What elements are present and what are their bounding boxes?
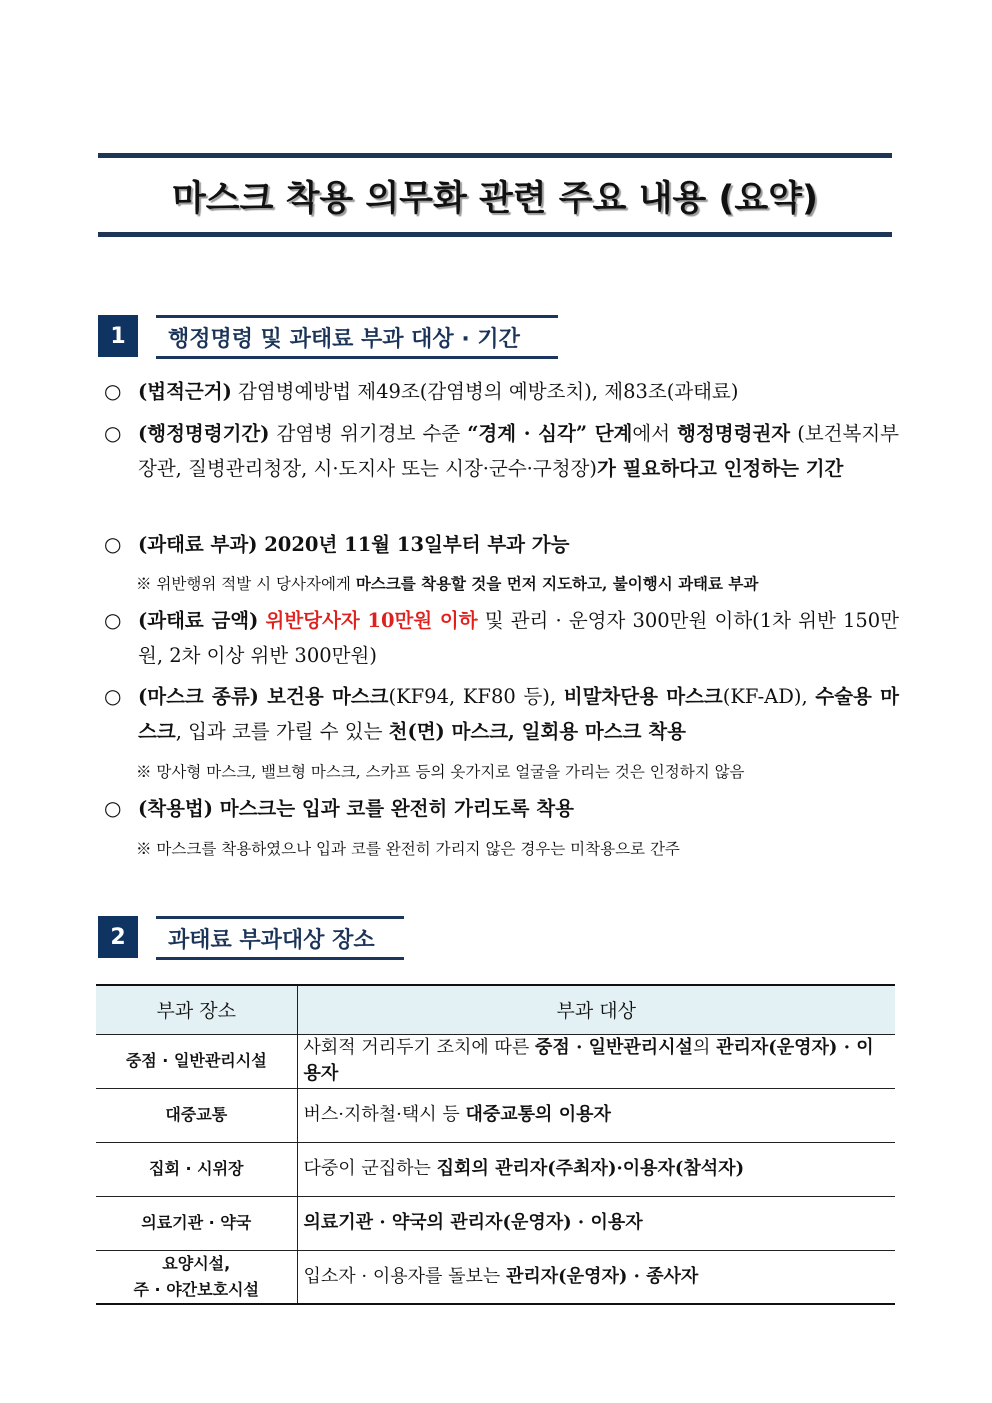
target-text: 버스·지하철·택시 등 — [303, 1104, 466, 1125]
target-text: 의 — [692, 1037, 717, 1058]
circle-bullet-icon: ○ — [104, 421, 122, 445]
bullet-text: (보건복지부장관, 질병관리청장, 시·도지사 또는 시장·군수·구청장) — [138, 422, 899, 480]
place-line: 주 · 야간보호시설 — [133, 1279, 259, 1299]
bullet-text: 에서 — [632, 422, 678, 445]
bullet-label: (과태료 부과) — [138, 533, 258, 556]
table-row — [96, 1142, 895, 1196]
bullet-emphasis: 천(면) 마스크, 일회용 마스크 착용 — [388, 720, 686, 743]
target-cell — [297, 1142, 895, 1196]
bullet-text: 감염병 위기경보 수준 — [269, 422, 468, 445]
bullet-text: 2020년 11월 13일부터 부과 가능 — [257, 533, 570, 556]
fine-locations-table — [96, 984, 895, 1305]
circle-bullet-icon: ○ — [104, 532, 122, 556]
title-rule-bottom — [98, 232, 892, 237]
table-row — [96, 1088, 895, 1142]
note-emphasis: 마스크를 착용할 것을 먼저 지도하고, 불이행시 과태료 부과 — [355, 574, 759, 593]
bullet-emphasis: “경계 · 심각” 단계 — [467, 422, 633, 445]
document-title-block — [98, 153, 892, 237]
target-text: 입소자 · 이용자를 돌보는 — [303, 1265, 506, 1287]
note-text: ※ 위반행위 적발 시 당사자에게 — [136, 575, 356, 593]
section-title: 행정명령 및 과태료 부과 대상 · 기간 — [156, 315, 558, 359]
bullet-emphasis: 가 필요하다고 인정하는 기간 — [596, 457, 844, 480]
target-cell — [297, 1088, 895, 1142]
bullet-order-period — [104, 416, 899, 486]
bullet-emphasis: 보건용 마스크 — [258, 685, 389, 708]
circle-bullet-icon: ○ — [104, 608, 122, 632]
section-number-badge: 2 — [98, 916, 138, 958]
bullet-label: (마스크 종류) — [138, 685, 259, 708]
bullet-text: , 입과 코를 가릴 수 있는 — [175, 720, 389, 743]
target-cell — [297, 1196, 895, 1250]
section-2-heading — [98, 916, 406, 962]
place-cell: 집회 · 시위장 — [96, 1142, 297, 1196]
bullet-legal-basis — [104, 374, 899, 409]
note-fine-guidance — [136, 572, 896, 596]
place-cell: 중점 · 일반관리시설 — [96, 1034, 297, 1088]
column-header-place: 부과 장소 — [96, 985, 297, 1034]
bullet-text: (KF94, KF80 등), — [388, 685, 564, 708]
bullet-label: (과태료 금액) — [138, 609, 259, 632]
bullet-fine-amount — [104, 603, 899, 673]
target-emphasis: 중점 · 일반관리시설 — [535, 1037, 693, 1058]
note-mask-exclusions: ※ 망사형 마스크, 밸브형 마스크, 스카프 등의 옷가지로 얼굴을 가리는 것은 인정하지 않음 — [136, 763, 745, 781]
place-cell: 대중교통 — [96, 1088, 297, 1142]
section-number-badge: 1 — [98, 315, 138, 357]
bullet-fine-start — [104, 527, 899, 562]
column-header-target: 부과 대상 — [297, 985, 895, 1034]
bullet-label: (법적근거) — [138, 380, 232, 403]
title-rule-top — [98, 153, 892, 158]
target-emphasis: 의료기관 · 약국의 관리자(운영자) · 이용자 — [303, 1212, 643, 1233]
document-title: 마스크 착용 의무화 관련 주요 내용 (요약) — [171, 179, 819, 219]
bullet-text: 및 관리 · 운영자 300만원 이하(1차 위반 150만원, 2차 이상 위반 300만원) — [138, 609, 899, 667]
table-row — [96, 1196, 895, 1250]
target-emphasis: 대중교통의 이용자 — [465, 1104, 611, 1125]
bullet-emphasis: 행정명령권자 — [677, 422, 791, 445]
bullet-how-to-wear — [104, 791, 899, 826]
bullet-label: (착용법) — [138, 797, 213, 820]
bullet-text: 감염병예방법 제49조(감염병의 예방조치), 제83조(과태료) — [231, 380, 739, 403]
place-line: 요양시설, — [162, 1253, 231, 1273]
place-cell: 의료기관 · 약국 — [96, 1196, 297, 1250]
bullet-text: (KF-AD), — [722, 685, 816, 708]
bullet-text: 마스크는 입과 코를 완전히 가리도록 착용 — [212, 797, 574, 820]
bullet-emphasis: 비말차단용 마스크 — [563, 685, 723, 708]
table-header-row — [96, 985, 895, 1034]
bullet-mask-types — [104, 679, 899, 749]
target-emphasis: 집회의 관리자(주최자)·이용자(참석자) — [436, 1158, 745, 1179]
target-text: 사회적 거리두기 조치에 따른 — [303, 1037, 536, 1058]
circle-bullet-icon: ○ — [104, 379, 122, 403]
target-emphasis: 관리자(운영자) · 종사자 — [506, 1265, 699, 1287]
place-cell — [96, 1250, 297, 1304]
fine-amount-highlight: 위반당사자 10만원 이하 — [265, 609, 478, 632]
circle-bullet-icon: ○ — [104, 684, 122, 708]
bullet-emphasis: 수술용 마스크 — [138, 685, 899, 743]
table-row — [96, 1034, 895, 1088]
note-improper-wearing: ※ 마스크를 착용하였으나 입과 코를 완전히 가리지 않은 경우는 미착용으로 간주 — [136, 840, 680, 858]
target-text: 다중이 군집하는 — [303, 1158, 437, 1179]
target-cell — [297, 1034, 895, 1088]
circle-bullet-icon: ○ — [104, 796, 122, 820]
target-emphasis: 관리자(운영자) · 이용자 — [303, 1037, 874, 1084]
section-1-heading — [98, 315, 560, 361]
bullet-label: (행정명령기간) — [138, 422, 270, 445]
section-title: 과태료 부과대상 장소 — [156, 916, 404, 960]
table-row — [96, 1250, 895, 1304]
target-cell — [297, 1250, 895, 1304]
